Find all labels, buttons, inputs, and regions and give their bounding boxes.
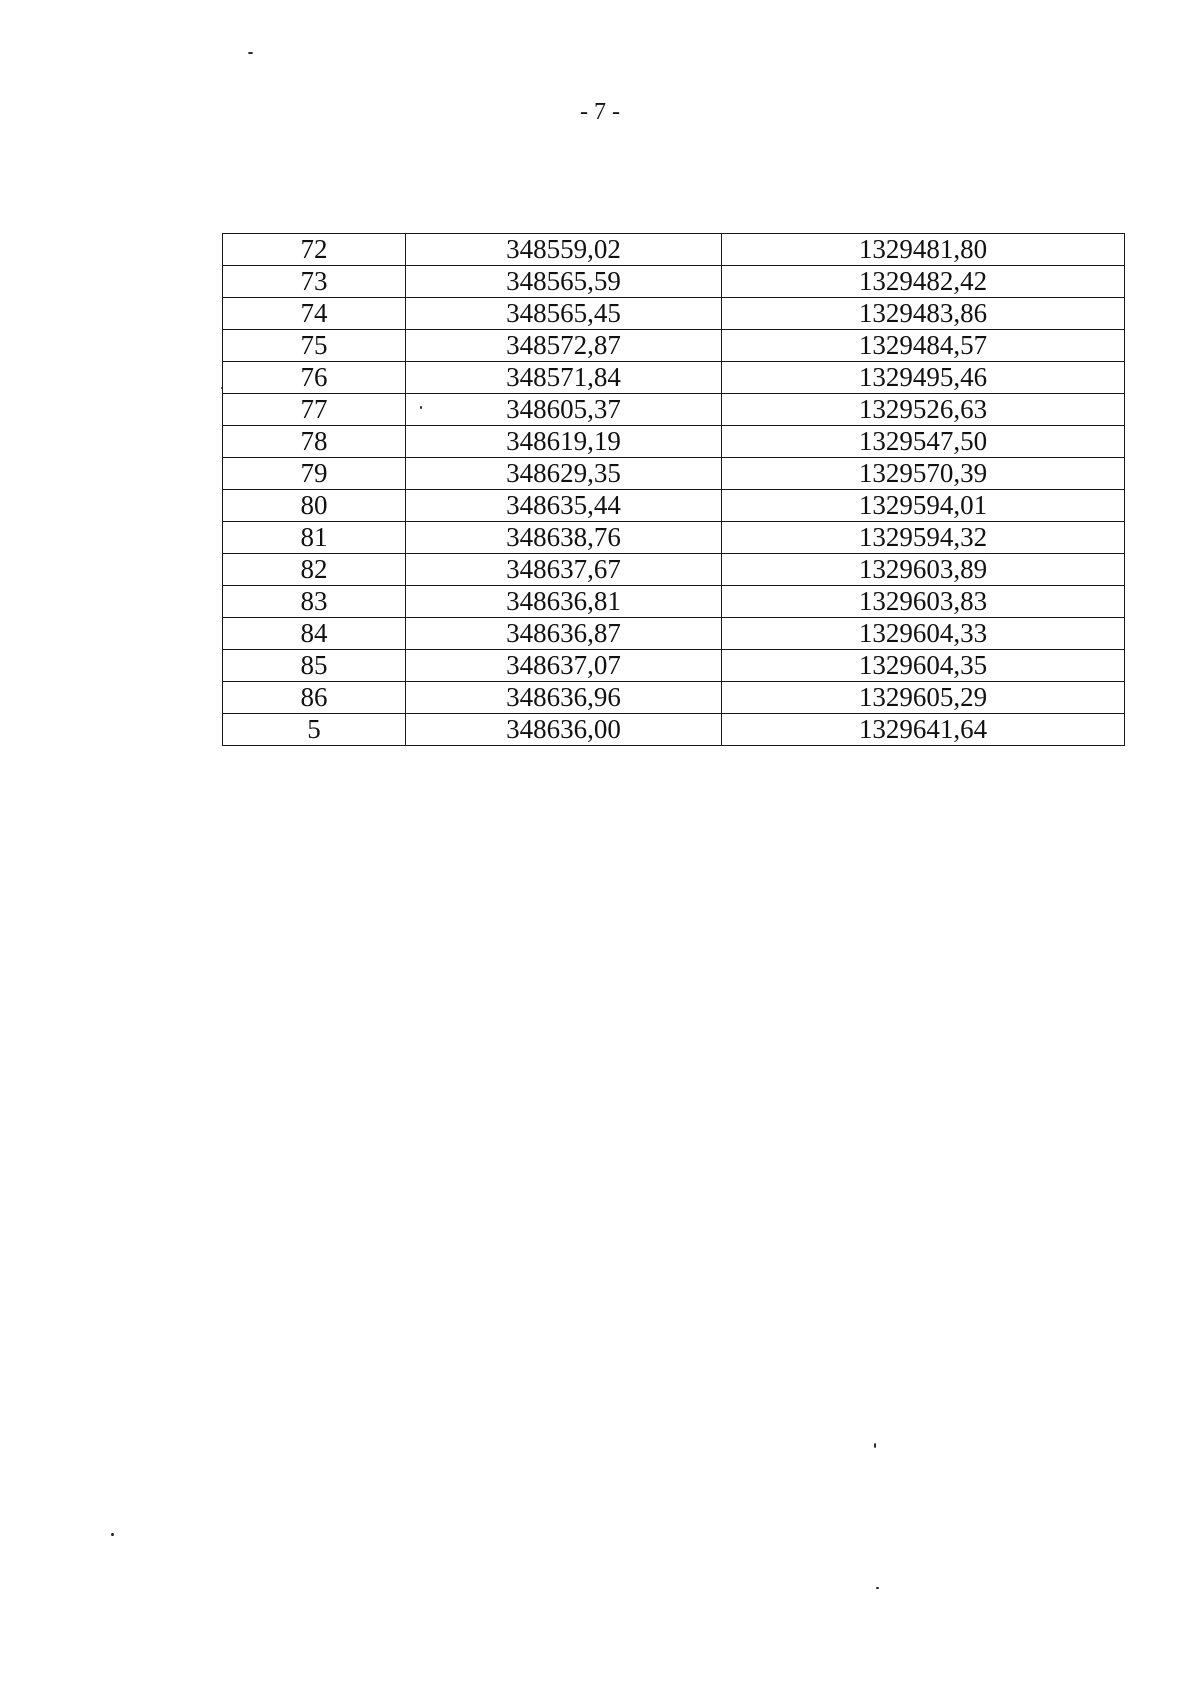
point-number-cell: 72 [223, 234, 406, 266]
point-number-cell: 84 [223, 618, 406, 650]
x-coordinate-cell: 348605,37 [406, 394, 722, 426]
x-coordinate-cell: 348637,67 [406, 554, 722, 586]
y-coordinate-cell: 1329482,42 [722, 266, 1125, 298]
point-number-cell: 81 [223, 522, 406, 554]
point-number-cell: 77 [223, 394, 406, 426]
table-row [223, 490, 1125, 522]
table-row [223, 554, 1125, 586]
y-coordinate-cell: 1329526,63 [722, 394, 1125, 426]
scan-speck [111, 1533, 114, 1536]
x-coordinate-cell: 348571,84 [406, 362, 722, 394]
y-coordinate-cell: 1329604,33 [722, 618, 1125, 650]
table-row [223, 522, 1125, 554]
scan-speck [876, 1587, 879, 1589]
scan-speck [248, 52, 253, 54]
x-coordinate-cell: 348629,35 [406, 458, 722, 490]
y-coordinate-cell: 1329547,50 [722, 426, 1125, 458]
page-number: - 7 - [580, 99, 620, 125]
x-coordinate-cell: 348638,76 [406, 522, 722, 554]
y-coordinate-cell: 1329604,35 [722, 650, 1125, 682]
table-row [223, 266, 1125, 298]
x-coordinate-cell: 348635,44 [406, 490, 722, 522]
point-number-cell: 78 [223, 426, 406, 458]
coordinates-table-body [223, 234, 1125, 746]
y-coordinate-cell: 1329570,39 [722, 458, 1125, 490]
table-row [223, 618, 1125, 650]
y-coordinate-cell: 1329605,29 [722, 682, 1125, 714]
point-number-cell: 86 [223, 682, 406, 714]
scan-speck [420, 406, 422, 409]
x-coordinate-cell: 348559,02 [406, 234, 722, 266]
table-row [223, 714, 1125, 746]
table-row [223, 682, 1125, 714]
y-coordinate-cell: 1329603,83 [722, 586, 1125, 618]
x-coordinate-cell: 348637,07 [406, 650, 722, 682]
table-row [223, 330, 1125, 362]
x-coordinate-cell: 348572,87 [406, 330, 722, 362]
table-row [223, 298, 1125, 330]
table-row [223, 586, 1125, 618]
y-coordinate-cell: 1329495,46 [722, 362, 1125, 394]
point-number-cell: 79 [223, 458, 406, 490]
point-number-cell: 82 [223, 554, 406, 586]
scan-speck [221, 387, 223, 389]
scan-speck [874, 1443, 876, 1448]
x-coordinate-cell: 348636,00 [406, 714, 722, 746]
coordinates-table [222, 233, 1125, 746]
y-coordinate-cell: 1329481,80 [722, 234, 1125, 266]
x-coordinate-cell: 348636,81 [406, 586, 722, 618]
table-row [223, 234, 1125, 266]
point-number-cell: 76 [223, 362, 406, 394]
point-number-cell: 85 [223, 650, 406, 682]
y-coordinate-cell: 1329641,64 [722, 714, 1125, 746]
point-number-cell: 75 [223, 330, 406, 362]
table-row [223, 650, 1125, 682]
table-row [223, 458, 1125, 490]
point-number-cell: 5 [223, 714, 406, 746]
x-coordinate-cell: 348565,45 [406, 298, 722, 330]
y-coordinate-cell: 1329484,57 [722, 330, 1125, 362]
point-number-cell: 80 [223, 490, 406, 522]
x-coordinate-cell: 348636,87 [406, 618, 722, 650]
x-coordinate-cell: 348565,59 [406, 266, 722, 298]
y-coordinate-cell: 1329603,89 [722, 554, 1125, 586]
x-coordinate-cell: 348636,96 [406, 682, 722, 714]
y-coordinate-cell: 1329594,01 [722, 490, 1125, 522]
table-row [223, 394, 1125, 426]
x-coordinate-cell: 348619,19 [406, 426, 722, 458]
point-number-cell: 74 [223, 298, 406, 330]
y-coordinate-cell: 1329483,86 [722, 298, 1125, 330]
point-number-cell: 83 [223, 586, 406, 618]
y-coordinate-cell: 1329594,32 [722, 522, 1125, 554]
table-row [223, 362, 1125, 394]
table-row [223, 426, 1125, 458]
point-number-cell: 73 [223, 266, 406, 298]
